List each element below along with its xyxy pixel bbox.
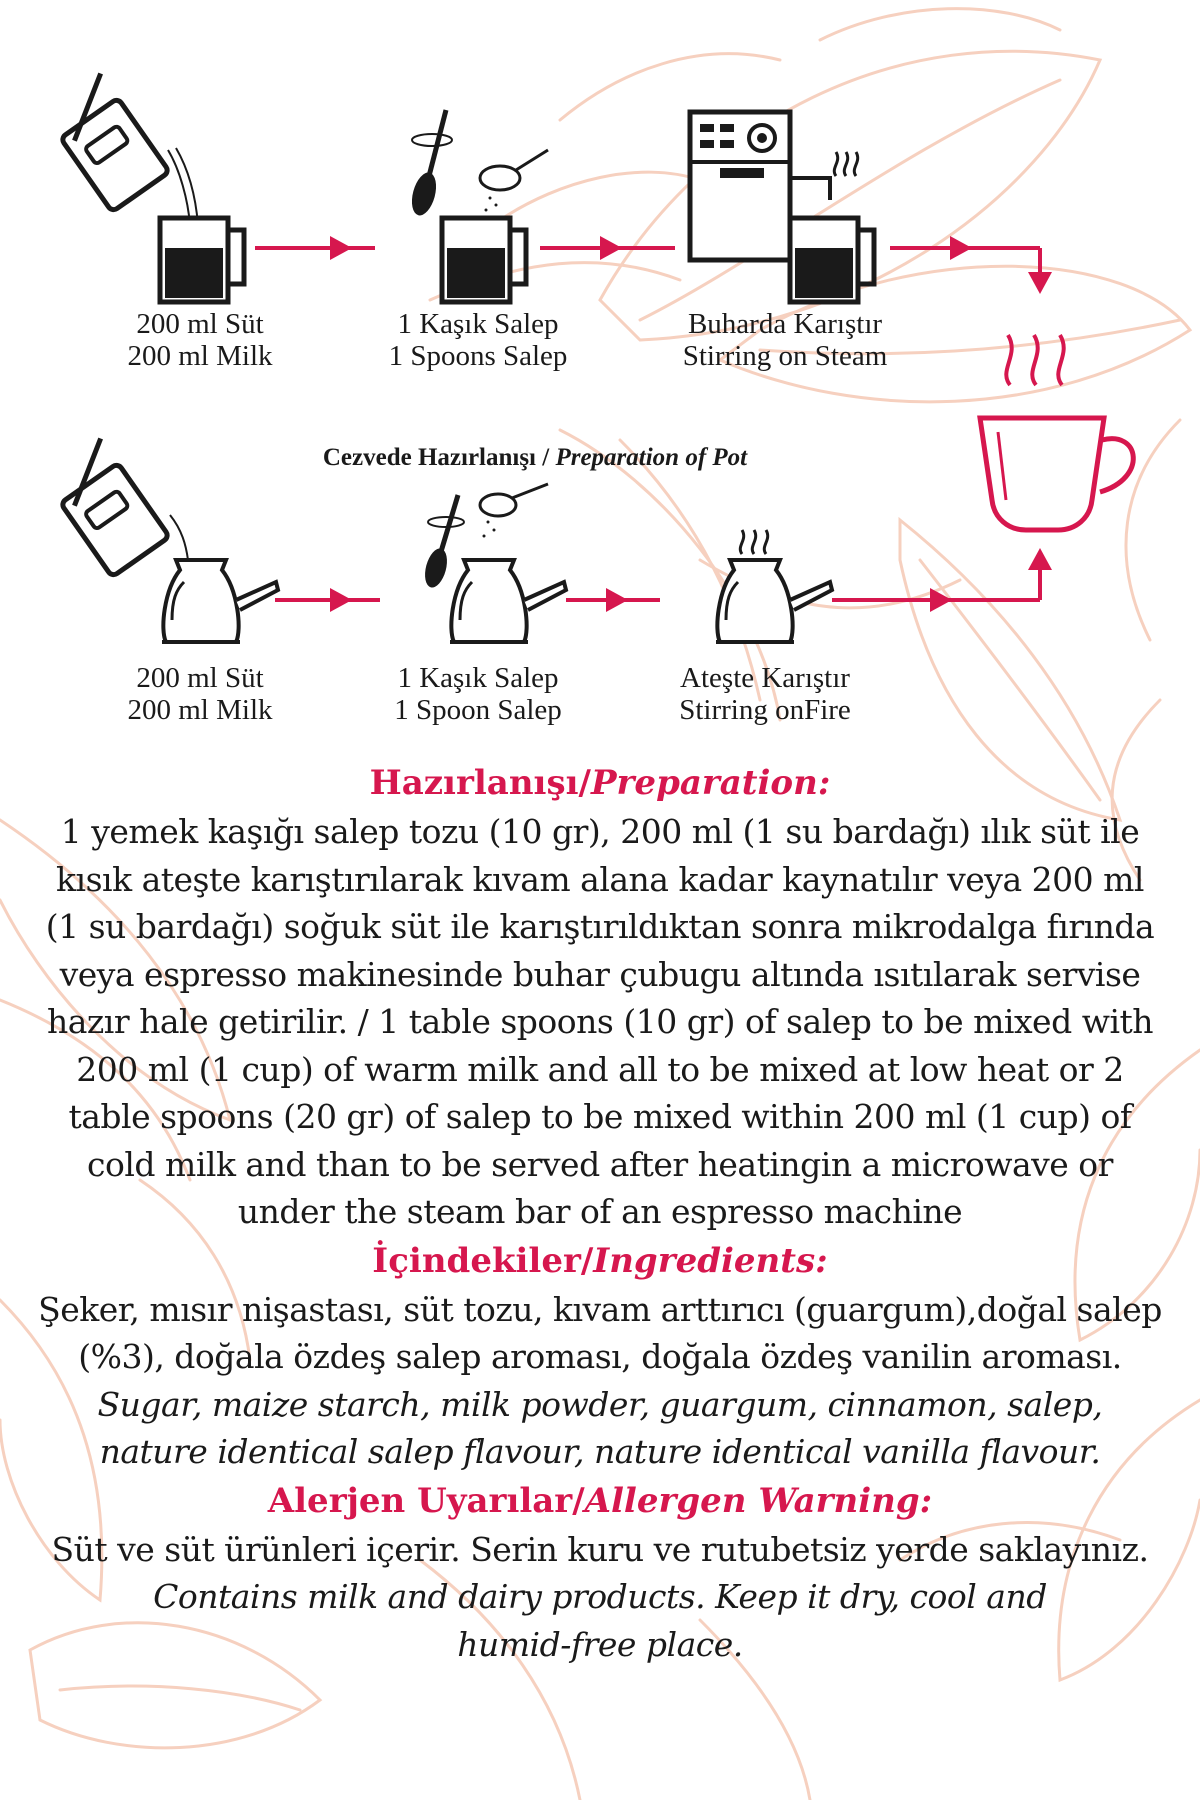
ingredients-text-en: Sugar, maize starch, milk powder, guargum, cinnamon, salep, nature identical salep flavour, nature identical vanilla flavour. — [97, 1384, 1103, 1471]
scoop-icon — [480, 484, 548, 538]
step-label-top-1: 200 ml Süt 200 ml Milk — [127, 308, 273, 372]
turkish-pot-icon — [162, 560, 278, 642]
measuring-cup-icon — [442, 218, 526, 302]
preparation-text: 1 yemek kaşığı salep tozu (10 gr), 200 ml (1 su bardağı) ılık süt ile kısık ateşte karıştırılarak kıvam alana kadar kaynatılır veya 200 ml (1 su bardağı) soğuk süt ile karıştırıldıktan sonra mikrodalga fırında veya espresso makinesinde buhar çubugu altında ısıtılarak servise hazır hale getirilir. / 1 table spoons (10 gr) of salep to be mixed with 200 ml (1 cup) of warm milk and all to be mixed at low heat or 2 table spoons (20 gr) of salep to be mixed within 200 ml (1 cup) of cold milk and than to be served after heatingin a microwave or under the steam bar of an espresso machine — [45, 812, 1155, 1231]
step-label-bottom-2: 1 Kaşık Salep 1 Spoon Salep — [394, 662, 562, 726]
arrow-icon — [832, 548, 1052, 612]
step-label-top-2: 1 Kaşık Salep 1 Spoons Salep — [388, 308, 568, 372]
preparation-heading: Hazırlanışı/Preparation: — [369, 763, 831, 803]
steam-icon — [740, 530, 767, 554]
allergen-heading: Alerjen Uyarılar/Allergen Warning: — [267, 1480, 933, 1521]
allergen-text-en: Contains milk and dairy products. Keep it dry, cool and humid-free place. — [153, 1577, 1047, 1664]
preparation-diagram — [0, 0, 1200, 760]
label-text — [30, 758, 1170, 1668]
arrow-icon — [890, 236, 1052, 294]
allergen-text-tr: Süt ve süt ürünleri içerir. Serin kuru ve rutubetsiz yerde saklayınız. — [51, 1529, 1149, 1569]
ingredients-heading: İçindekiler/Ingredients: — [372, 1240, 828, 1281]
pot-preparation-heading: Cezvede Hazırlanışı / Preparation of Pot — [322, 444, 748, 471]
milk-jug-icon — [52, 73, 170, 211]
step-label-top-3: Buharda Karıştır Stirring on Steam — [682, 308, 888, 372]
arrow-icon — [566, 588, 660, 612]
arrow-icon — [255, 236, 375, 260]
measuring-cup-icon — [790, 218, 874, 302]
spoon-icon — [408, 110, 452, 218]
measuring-cup-icon — [160, 218, 244, 302]
arrow-icon — [540, 236, 675, 260]
coffee-cup-icon — [980, 418, 1133, 530]
turkish-pot-icon — [716, 560, 832, 642]
turkish-pot-icon — [450, 560, 566, 642]
arrow-icon — [275, 588, 380, 612]
step-label-bottom-3: Ateşte Karıştır Stirring onFire — [679, 662, 851, 726]
steam-icon — [1006, 335, 1063, 385]
spoon-icon — [421, 495, 464, 590]
scoop-icon — [480, 150, 548, 212]
ingredients-text-tr: Şeker, mısır nişastası, süt tozu, kıvam arttırıcı (guargum),doğal salep (%3), doğala özdeş salep aroması, doğala özdeş vanilin aroması. — [38, 1289, 1162, 1376]
steam-icon — [834, 152, 857, 176]
step-label-bottom-1: 200 ml Süt 200 ml Milk — [127, 662, 273, 726]
